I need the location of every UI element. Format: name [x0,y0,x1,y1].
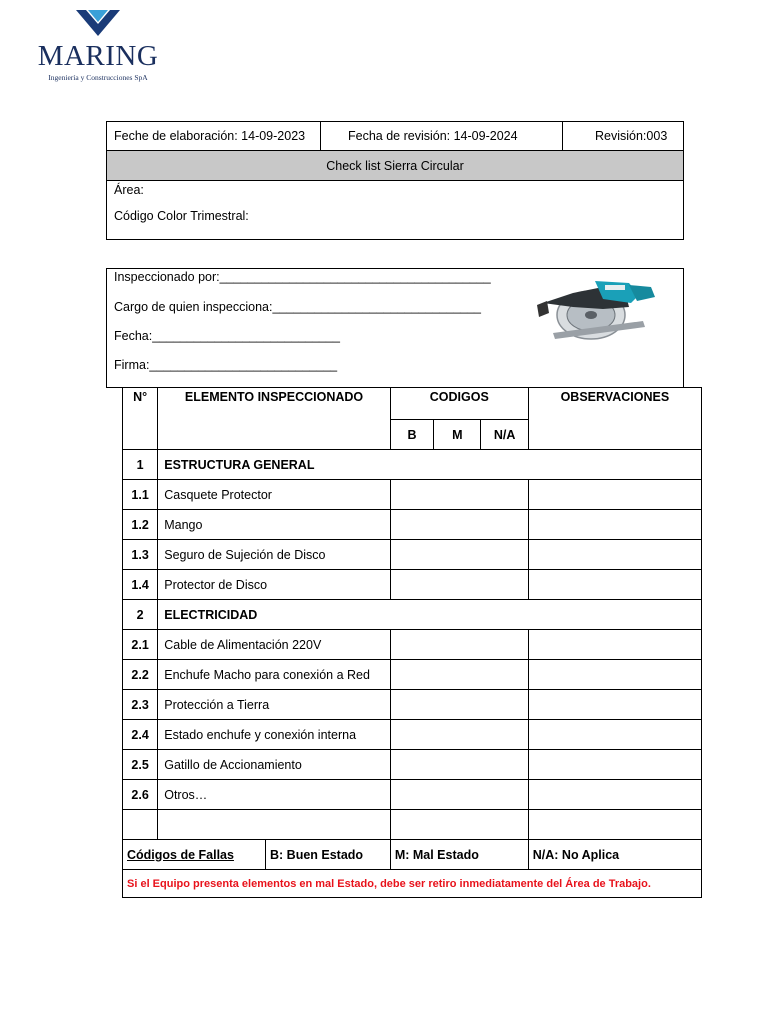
item-number: 2.4 [123,720,158,750]
observation-cell[interactable] [528,750,701,780]
item-label: Casquete Protector [158,480,391,510]
item-number: 2.3 [123,690,158,720]
table-row [123,690,702,720]
section-number: 1 [123,450,158,480]
item-number: 1.4 [123,570,158,600]
col-codes-header: CODIGOS [390,388,528,420]
table-row [123,780,702,810]
section-number: 2 [123,600,158,630]
item-label: Otros… [158,780,391,810]
observation-cell[interactable] [528,780,701,810]
inspector-role-field: Cargo de quien inspecciona:______________________________ [114,300,481,314]
table-row [123,510,702,540]
observation-cell[interactable] [528,810,701,840]
code-na-header: N/A [481,420,528,450]
empty-element-cell[interactable] [158,810,391,840]
item-number: 2.1 [123,630,158,660]
code-cell[interactable] [390,720,528,750]
table-row [123,480,702,510]
legend-bad: M: Mal Estado [390,840,528,870]
legend-row [123,840,702,870]
item-label: Mango [158,510,391,540]
item-number: 1.1 [123,480,158,510]
date-field: Fecha:___________________________ [114,329,340,343]
checklist-table [122,387,702,898]
item-number: 1.2 [123,510,158,540]
legend-good: B: Buen Estado [265,840,390,869]
code-cell[interactable] [390,510,528,540]
signature-field: Firma:___________________________ [114,358,338,372]
elaboration-date: Feche de elaboración: 14-09-2023 [107,122,321,151]
item-label: Cable de Alimentación 220V [158,630,391,660]
revision-number: Revisión:003 [563,122,684,151]
revision-date: Fecha de revisión: 14-09-2024 [321,122,563,151]
table-row [123,540,702,570]
table-row [123,570,702,600]
item-label: Enchufe Macho para conexión a Red [158,660,391,690]
code-cell[interactable] [390,810,528,840]
item-number: 2.2 [123,660,158,690]
col-element-header: ELEMENTO INSPECCIONADO [158,388,391,450]
section-title: ESTRUCTURA GENERAL [158,450,702,480]
item-label: Estado enchufe y conexión interna [158,720,391,750]
table-row [123,660,702,690]
table-row [123,720,702,750]
item-label: Protección a Tierra [158,690,391,720]
code-cell[interactable] [390,690,528,720]
table-row [123,630,702,660]
observation-cell[interactable] [528,540,701,570]
code-b-header: B [390,420,433,450]
observation-cell[interactable] [528,720,701,750]
code-cell[interactable] [390,750,528,780]
area-field: Área: [114,183,144,197]
col-observations-header: OBSERVACIONES [528,388,701,450]
observation-cell[interactable] [528,660,701,690]
code-m-header: M [434,420,481,450]
section-row [123,600,702,630]
observation-cell[interactable] [528,570,701,600]
item-label: Protector de Disco [158,570,391,600]
section-row [123,450,702,480]
section-title: ELECTRICIDAD [158,600,702,630]
empty-row [123,810,702,840]
observation-cell[interactable] [528,630,701,660]
code-cell[interactable] [390,480,528,510]
item-label: Gatillo de Accionamiento [158,750,391,780]
empty-number-cell [123,810,158,840]
circular-saw-image [533,273,663,345]
warning-row [123,870,702,898]
item-number: 1.3 [123,540,158,570]
header-table [106,121,684,240]
observation-cell[interactable] [528,480,701,510]
company-logo [36,10,160,82]
code-cell[interactable] [390,540,528,570]
code-cell[interactable] [390,630,528,660]
col-number-header: N° [123,388,158,450]
code-cell[interactable] [390,660,528,690]
table-row [123,750,702,780]
observation-cell[interactable] [528,690,701,720]
inspected-by-field: Inspeccionado por:_______________________________________ [114,270,491,284]
logo-name: MARING [37,40,159,72]
legend-title: Códigos de Fallas [127,847,234,862]
warning-text: Si el Equipo presenta elementos en mal Estado, debe ser retiro inmediatamente del Área de Trabajo. [123,870,702,898]
item-number: 2.5 [123,750,158,780]
item-label: Seguro de Sujeción de Disco [158,540,391,570]
area-block [107,181,684,240]
code-cell[interactable] [390,570,528,600]
logo-subtitle: Ingeniería y Construcciones SpA [48,73,148,82]
observation-cell[interactable] [528,510,701,540]
legend-split-cell [123,840,391,870]
logo-mark-icon [76,10,120,38]
color-code-field: Código Color Trimestral: [114,209,249,223]
document-title: Check list Sierra Circular [107,151,684,181]
legend-na: N/A: No Aplica [528,840,701,870]
item-number: 2.6 [123,780,158,810]
code-cell[interactable] [390,780,528,810]
